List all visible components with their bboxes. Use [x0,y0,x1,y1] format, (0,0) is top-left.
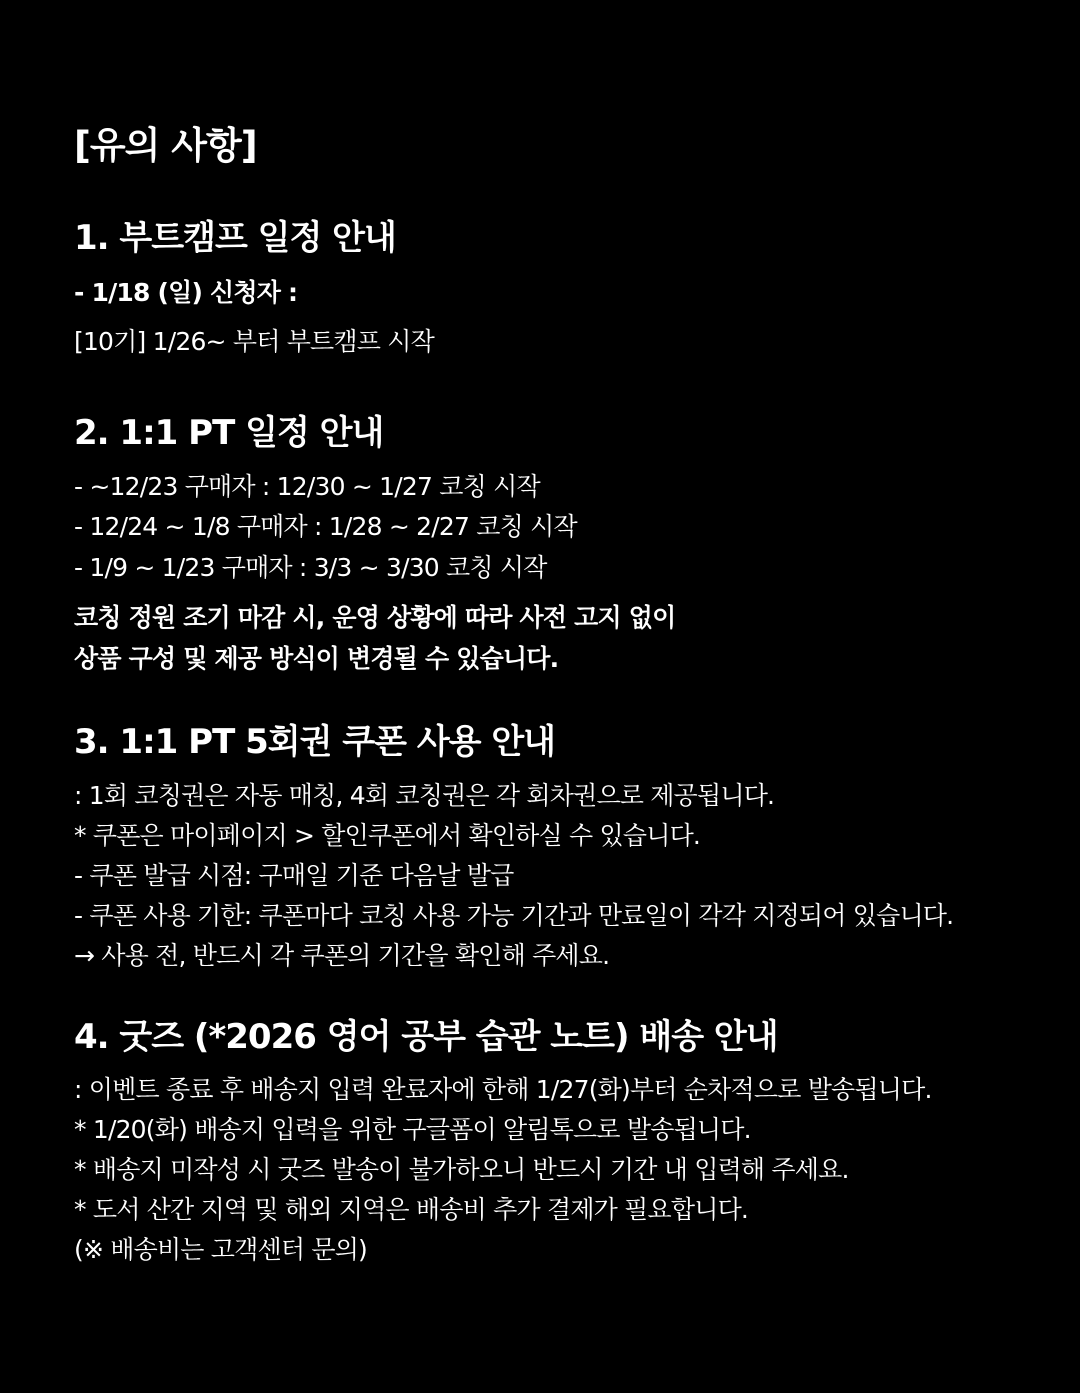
section-line: * 1/20(화) 배송지 입력을 위한 구글폼이 알림톡으로 발송됩니다. [74,1115,751,1144]
section-note: 상품 구성 및 제공 방식이 변경될 수 있습니다. [74,644,559,673]
section-line: : 1회 코칭권은 자동 매칭, 4회 코칭권은 각 회차권으로 제공됩니다. [74,781,775,810]
section-line: - 1/18 (일) 신청자 : [74,278,298,307]
section-note: 코칭 정원 조기 마감 시, 운영 상황에 따라 사전 고지 없이 [74,603,676,632]
section-line: * 쿠폰은 마이페이지 > 할인쿠폰에서 확인하실 수 있습니다. [74,821,701,850]
section-line: - ~12/23 구매자 : 12/30 ~ 1/27 코칭 시작 [74,472,540,501]
section-line: - 1/9 ~ 1/23 구매자 : 3/3 ~ 3/30 코칭 시작 [74,553,547,582]
page-title: [유의 사항] [74,124,257,167]
section-heading-goods-shipping: 4. 굿즈 (*2026 영어 공부 습관 노트) 배송 안내 [74,1017,778,1057]
section-line: - 쿠폰 발급 시점: 구매일 기준 다음날 발급 [74,861,514,890]
section-line: - 쿠폰 사용 기한: 쿠폰마다 코칭 사용 가능 기간과 만료일이 각각 지정되어 있습니다. [74,901,954,930]
section-line: * 도서 산간 지역 및 해외 지역은 배송비 추가 결제가 필요합니다. [74,1195,749,1224]
section-line: → 사용 전, 반드시 각 쿠폰의 기간을 확인해 주세요. [74,941,610,970]
section-line: * 배송지 미작성 시 굿즈 발송이 불가하오니 반드시 기간 내 입력해 주세요. [74,1155,849,1184]
section-line: : 이벤트 종료 후 배송지 입력 완료자에 한해 1/27(화)부터 순차적으로 발송됩니다. [74,1075,932,1104]
section-heading-bootcamp-schedule: 1. 부트캠프 일정 안내 [74,218,396,258]
section-line: (※ 배송비는 고객센터 문의) [74,1235,367,1264]
section-heading-coupon-usage: 3. 1:1 PT 5회권 쿠폰 사용 안내 [74,722,556,762]
section-heading-pt-schedule: 2. 1:1 PT 일정 안내 [74,413,384,453]
section-line: - 12/24 ~ 1/8 구매자 : 1/28 ~ 2/27 코칭 시작 [74,512,577,541]
section-line: [10기] 1/26~ 부터 부트캠프 시작 [74,327,434,356]
